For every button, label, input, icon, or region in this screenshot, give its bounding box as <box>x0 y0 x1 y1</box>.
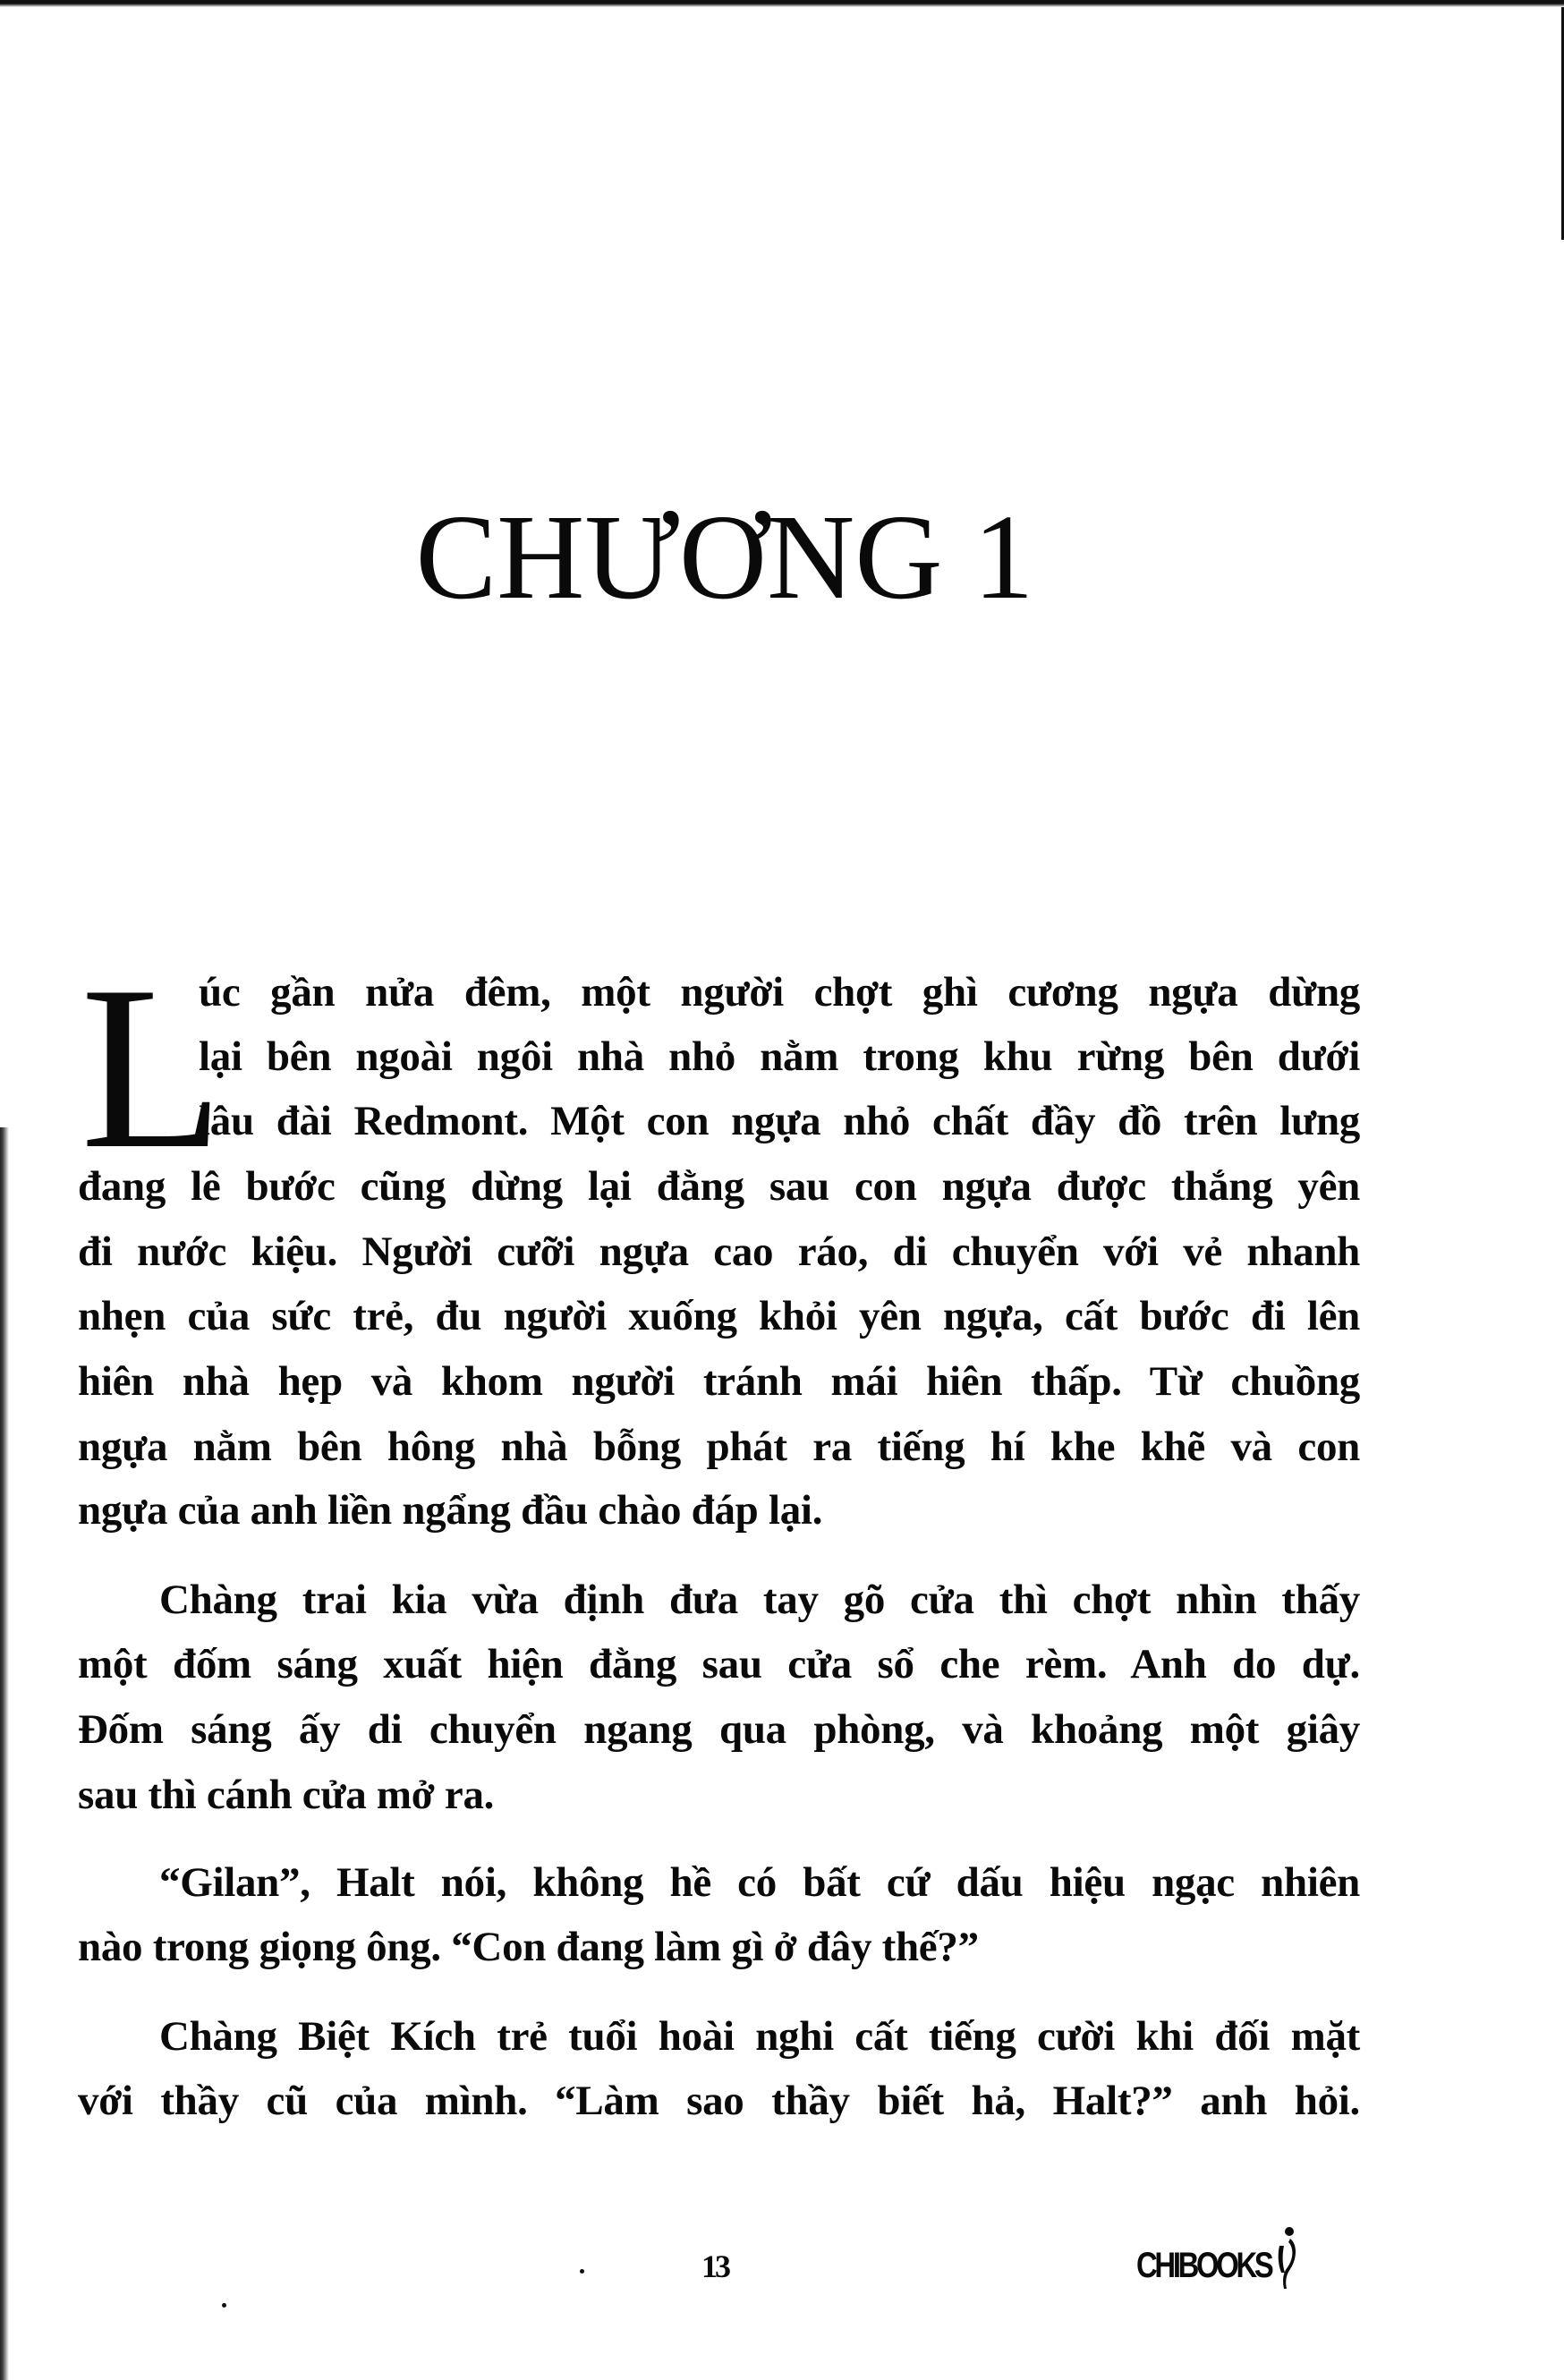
text-line: Đốm sáng ấy di chuyển ngang qua phòng, và khoảng một giây <box>78 1706 1360 1753</box>
publisher-name: CHIBOOKS <box>1136 2246 1271 2285</box>
text-line: ngựa của anh liền ngẩng đầu chào đáp lại. <box>78 1487 823 1534</box>
text-line: ngựa nằm bên hông nhà bỗng phát ra tiếng hí khe khẽ và con <box>78 1424 1360 1470</box>
text-line: úc gần nửa đêm, một người chợt ghì cương ngựa dừng <box>199 969 1360 1016</box>
text-line: lại bên ngoài ngôi nhà nhỏ nằm trong khu rừng bên dưới <box>199 1033 1360 1080</box>
text-line: hiên nhà hẹp và khom người tránh mái hiên thấp. Từ chuồng <box>78 1358 1360 1405</box>
text-line: nhẹn của sức trẻ, đu người xuống khỏi yên ngựa, cất bước đi lên <box>78 1293 1360 1339</box>
chapter-title: CHƯƠNG 1 <box>415 490 1034 625</box>
scan-speck <box>580 2269 584 2274</box>
chibooks-figure-logo-icon <box>1274 2226 1301 2289</box>
text-line: Chàng trai kia vừa định đưa tay gõ cửa thì chợt nhìn thấy <box>159 1577 1360 1623</box>
text-line: sau thì cánh cửa mở ra. <box>78 1772 495 1818</box>
text-line: đang lê bước cũng dừng lại đằng sau con ngựa được thắng yên <box>78 1163 1360 1210</box>
text-line: Chàng Biệt Kích trẻ tuổi hoài nghi cất tiếng cười khi đối mặt <box>159 2013 1360 2060</box>
text-line: “Gilan”, Halt nói, không hề có bất cứ dấu hiệu ngạc nhiên <box>159 1859 1360 1906</box>
text-line: với thầy cũ của mình. “Làm sao thầy biết hả, Halt?” anh hỏi. <box>78 2078 1360 2124</box>
text-line: đi nước kiệu. Người cưỡi ngựa cao ráo, di chuyển với vẻ nhanh <box>78 1228 1360 1275</box>
scan-speck <box>222 2303 226 2308</box>
text-line: một đốm sáng xuất hiện đằng sau cửa sổ che rèm. Anh do dự. <box>78 1641 1360 1687</box>
publisher-logo <box>1136 2217 1301 2289</box>
text-line: nào trong giọng ông. “Con đang làm gì ở đây thế?” <box>78 1924 979 1970</box>
text-line: lâu đài Redmont. Một con ngựa nhỏ chất đầy đồ trên lưng <box>199 1098 1360 1144</box>
drop-cap: L <box>81 938 225 1197</box>
page-number: 13 <box>701 2248 728 2284</box>
